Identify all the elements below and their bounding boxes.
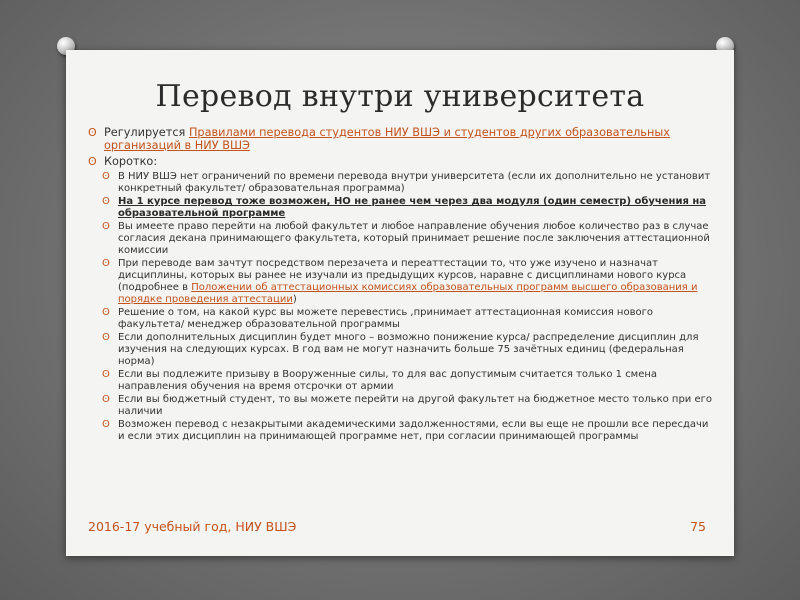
footer-year-label: 2016-17 учебный год, НИУ ВШЭ [88,519,297,534]
bullet-icon: ʘ [88,155,97,168]
bullet-icon: ʘ [102,221,110,232]
list-item-regulation [88,126,718,152]
list-item-summary [88,155,718,168]
sub-item-text: В НИУ ВШЭ нет ограничений по времени перевода внутри университета (если их дополнительно не установит конкретный факультет/ образовательная программа) [118,171,711,194]
sub-item-text: Если вы бюджетный студент, то вы можете перейти на другой факультет на бюджетное место только при его наличии [118,394,713,417]
sub-item-text: На 1 курсе перевод тоже возможен, НО не ранее чем через два модуля (один семестр) обучения на образовательной программе [118,196,707,219]
bullet-icon: ʘ [102,258,110,269]
sub-item-first-year [102,196,718,220]
slide-title: Перевод внутри университета [155,79,645,114]
slide [66,50,734,556]
page-number: 75 [690,519,706,534]
bullet-icon: ʘ [102,307,110,318]
sub-item-credit-transfer [102,258,718,306]
sub-item-suffix: ) [292,294,297,305]
sub-item-no-time-limit [102,171,718,195]
sub-item-text: Вы имеете право перейти на любой факультет и любое направление обучения любое количество раз в случае согласия декана принимающего факультета, который принимает решение после заключения аттестационной комиссии [118,221,710,256]
sub-item-text: Решение о том, на какой курс вы можете перевестись ,принимает аттестационная комиссия нового факультета/ менеджер образовательной программы [118,307,653,330]
bullet-icon: ʘ [102,419,110,430]
sub-item-text: Возможен перевод с незакрытыми академическими задолженностями, если вы еще не прошли все пересдачи и если этих дисциплин на принимающей программе нет, при согласии принимающей программы [118,419,709,442]
sub-item-text: Если дополнительных дисциплин будет много – возможно понижение курса/ распределение дисциплин для изучения на следующих курсах. В год вам не могут назначить больше 75 зачётных единиц (федеральная норма) [118,332,699,367]
rules-link[interactable]: Правилами перевода студентов НИУ ВШЭ и студентов других образовательных организаций в НИУ ВШЭ [104,126,670,152]
sub-item-prefix: При переводе вам зачтут посредством перезачета и переаттестации то, что уже изучено и назначат дисциплины, которых вы ранее не изучали из предыдущих курсов, наравне с дисциплинами нового курса (подробнее в [118,258,687,293]
regulation-prefix: Регулируется [104,126,189,139]
sub-item-course-decision [102,307,718,331]
sub-item-academic-debts [102,419,718,443]
bullet-icon: ʘ [88,126,97,139]
sub-item-any-faculty [102,221,718,257]
bullet-icon: ʘ [102,171,110,182]
attestation-regulation-link[interactable]: Положении об аттестационных комиссиях образовательных программ высшего образования и порядке проведения аттестации [118,282,698,305]
bullet-icon: ʘ [102,196,110,207]
sub-item-course-downgrade [102,332,718,368]
bullet-icon: ʘ [102,394,110,405]
sub-item-military [102,369,718,393]
bullet-icon: ʘ [102,369,110,380]
bullet-icon: ʘ [102,332,110,343]
slide-content [88,126,718,444]
sub-item-budget [102,394,718,418]
sub-item-text: Если вы подлежите призыву в Вооруженные силы, то для вас допустимым считается только 1 смена направления обучения на время отсрочки от армии [118,369,658,392]
summary-label: Коротко: [104,155,158,168]
